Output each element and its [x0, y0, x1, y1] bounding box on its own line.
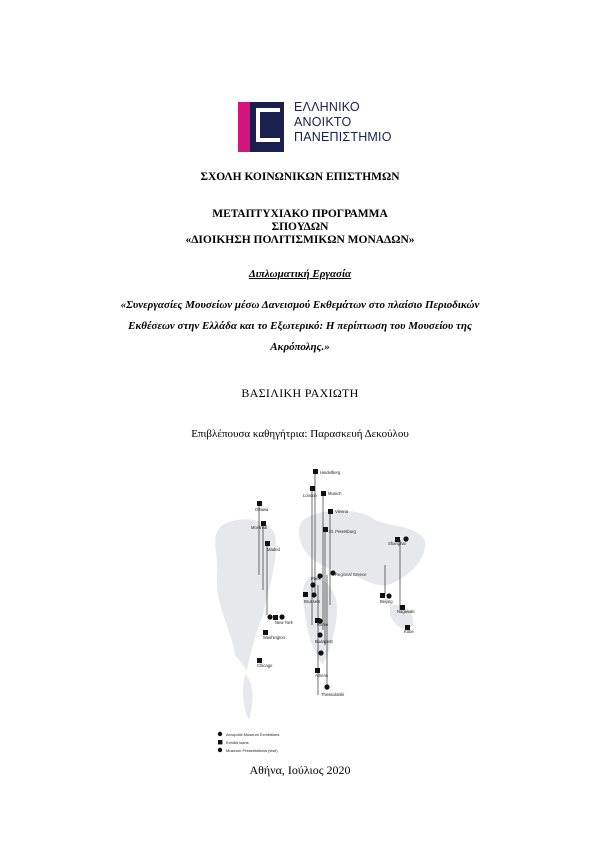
label-vienna: Vienna: [335, 509, 348, 514]
thesis-title: [100, 295, 500, 358]
label-shanghai: Shanghai: [388, 541, 406, 546]
logo-line-3: ΠΑΝΕΠΙΣΤΗΜΙΟ: [294, 130, 392, 144]
university-logo-mark-icon: [236, 98, 288, 156]
label-rome: Rome: [317, 622, 329, 627]
university-logo-text: [294, 100, 392, 145]
label-montreal: Montreal: [251, 525, 268, 530]
label-kobe: Kobe: [404, 629, 414, 634]
label-munich: Munich: [328, 491, 342, 496]
label-ottawa: Ottawa: [255, 507, 269, 512]
legend-square-label: Exhibit loans: [226, 740, 249, 745]
author-name: ΒΑΣΙΛΙΚΗ ΡΑΧΙΩΤΗ: [241, 386, 359, 400]
label-brussels: Brussels: [304, 599, 321, 604]
map-legend: [218, 732, 280, 753]
label-washington: Washington: [263, 635, 285, 640]
logo-line-1: ΕΛΛΗΝΙΚΟ: [294, 100, 360, 114]
program-line-3: «ΔΙΟΙΚΗΣΗ ΠΟΛΙΤΙΣΜΙΚΩΝ ΜΟΝΑΔΩΝ»: [185, 234, 415, 246]
label-regional-greece: Regional Greece: [335, 572, 367, 577]
program-title: [0, 208, 600, 247]
label-thessaloniki: Thessaloniki: [321, 692, 345, 697]
label-beijing: Beijing: [380, 599, 393, 604]
program-line-2: ΣΠΟΥΔΩΝ: [271, 221, 329, 233]
label-nagasaki: Nagasaki: [397, 609, 415, 614]
label-new-york: New York: [275, 620, 293, 625]
label-paris: Paris: [311, 576, 321, 581]
legend-circle-icon: [218, 732, 222, 736]
legend-dot-icon: [218, 748, 222, 752]
school-name: ΣΧΟΛΗ ΚΟΙΝΩΝΙΚΩΝ ΕΠΙΣΤΗΜΩΝ: [200, 171, 400, 183]
label-chicago: Chicago: [257, 663, 273, 668]
title-line-2: Εκθέσεων στην Ελλάδα και το Εξωτερικό: Η περίπτωση του Μουσείου της: [128, 320, 472, 332]
label-athens: Athens: [315, 673, 329, 678]
title-line-3: Ακρόπολης.»: [270, 341, 330, 353]
university-logo: [236, 98, 392, 158]
label-budapest: Budapest: [315, 639, 333, 644]
label-heidelberg: Heidelberg: [320, 470, 341, 475]
label-st-petersburg: St. Petersburg: [329, 529, 356, 534]
label-madrid: Madrid: [267, 547, 280, 552]
logo-line-2: ΑΝΟΙΚΤΟ: [294, 115, 352, 129]
date-place: Αθήνα, Ιούλιος 2020: [249, 763, 351, 777]
thesis-label: Διπλωματική Εργασία: [248, 268, 352, 280]
legend-square-icon: [218, 740, 222, 744]
label-london: London: [303, 493, 317, 498]
legend-dot-label: Museum Presentations (visit): [226, 748, 278, 753]
supervisor: Επιβλέπουσα καθηγήτρια: Παρασκευή Δεκούλου: [191, 428, 409, 440]
world-map-illustration: [175, 465, 435, 757]
legend-circle-label: Acropolis Museum Exhibitions: [226, 732, 280, 737]
title-line-1: «Συνεργασίες Μουσείων μέσω Δανεισμού Εκθεμάτων στο πλαίσιο Περιοδικών: [120, 299, 480, 311]
program-line-1: ΜΕΤΑΠΤΥΧΙΑΚΟ ΠΡΟΓΡΑΜΜΑ: [212, 208, 388, 220]
